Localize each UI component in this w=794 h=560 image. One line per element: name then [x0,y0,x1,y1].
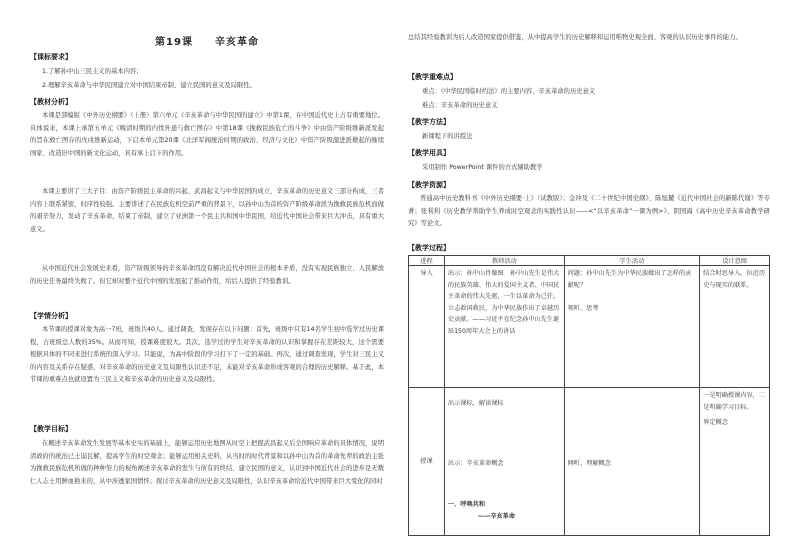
analysis-paragraph-1: 本课是部编版《中外历史纲要》（上册）第六单元《辛亥革命与中华民国的建立》中第1课，在中国近代史上占有重要地位。具体说来，本课上承第五单元《晚清时期的内忧外患与救亡图存》中第18课《挽救民族危亡的斗争》中由资产阶级维新派发起的旨在救亡图存的戊戌维新运动，下启本单元第20课《北洋军阀统治时期的政治、经济与文化》中资产阶级激进派掀起的继续国家、改造旧中国的新文化运动，具有承上启下的作用。 [30,112,384,157]
table-row [409,266,770,388]
section-heading-standards: 【课标要求】 [30,53,72,61]
design-intent-intro: 结合时思导入，拉近历史与现实的联系。 [700,266,770,388]
goals-paragraph: 在概述辛亥革命发生发展等基本史实的基础上，能够运用历史地图从时空上把握武昌起义后全国响应革命的具体情况，说明清政府的统治已土崩瓦解，提高学生的时空观念；能够运用相关史料，从当时的时代背景和以孙中山为首的革命先辈的政治主张为挽救民族危机所做的种种努力的视角阐述辛亥革命的发生与所有的终结、建立民国的意义，认识到中国近代社会的进步是无数仁人志士用鲜血换来的，从中涉透家国情怀；探讨辛亥革命的历史意义及局限性，认识辛亥革命给近代中国带来巨大变化的同时 [30,440,384,485]
design-step-concept: 界定概念 [703,419,728,426]
section-heading-goals: 【教学目标】 [30,425,72,433]
design-intent-teaching [700,388,770,536]
section-heading-process: 【教学过程】 [408,244,450,252]
analysis-paragraph-3: 从中国近代社会发展史来看，资产阶级领导的辛亥革命因没有解决近代中国社会的根本矛盾，没有实现民族独立、人民解放的历史任务最终失败了。但它却对整个近代中国的发展起了推动作用，给后人提供了经验教训。 [30,265,384,285]
analysis-paragraph-2: 本课主要讲了三大子目：由资产阶级民主革命的兴起、武昌起义与中华民国的成立、辛亥革命的历史意义三部分构成，三者内容上联系紧密，时序性较强。主要讲述了在民族危机空前严重的背景下，以孙中山为首的资产阶级革命派为挽救民族危机而做的艰辛努力，发动了辛亥革命，结束了帝制，建立了亚洲第一个民主共和国中华民国，给近代中国社会带来巨大冲击，具有重大意义。 [30,188,384,233]
student-activity-intro: 问题：孙中山先生为中华民族做出了怎样的贡献呢？ 领听、思考 [564,266,700,388]
stage-intro: 导入 [409,266,445,388]
section-heading-resources: 【教学资源】 [408,181,450,189]
teacher-step-standards: 出示课标，解读课标 [447,400,504,407]
section-heading-methods: 【教学方法】 [408,118,450,126]
section-heading-students: 【学情分析】 [30,312,72,320]
stage-teaching: 授课 [409,388,445,536]
process-table [408,255,770,536]
student-step-concept: 倾听、理解概念 [567,460,611,467]
header-teacher: 教师活动 [444,256,564,266]
method-text: 新课程下的讲授法 [422,133,473,140]
tools-text: 采用制作 PowerPoint 课件的方式辅助教学 [422,164,543,171]
section-heading-key-points: 【教学重难点】 [408,73,457,81]
student-activity-teaching [564,388,700,536]
page-title: 第19课 辛亥革命 [155,37,259,48]
section-heading-analysis: 【教材分析】 [30,98,72,106]
teacher-step-subheading: ——辛亥革命 [477,512,516,520]
table-row [409,388,770,536]
design-step-goals: 一是明确授课内容，二是明确学习目标。 [703,392,766,411]
header-stage: 进程 [409,256,445,266]
header-design: 设计意图 [700,256,770,266]
header-student: 学生活动 [564,256,700,266]
goals-continued: 总结其经验教训为后人改造国家提供借鉴，从中提高学生的历史解释和运用唯物史观全面、客观的认识历史事件的能力。 [408,34,742,41]
resources-paragraph: 普通高中历史教科书《中外历史纲要·上》（试教版）；金冲及《二十世纪中国史纲》、陈旭麓《近代中国社会的新陈代谢》等专著；张利利《历史教学帮助学生养成时空观念的实践性认识——<“以辛亥革命”一课为例>》、阴国海《高中历史辛亥革命教学研究》等论文。 [408,195,770,228]
students-paragraph: 本节课的授课对象为高一7班，班级共40人。通过调查，发现存在以下问题：首先，班级中只有14名学生初中选学过历史课程，占班级总人数的35%。从而可知，授课难度很大。其次，选学过的学生对辛亥革命的认识和掌握存在差距较大，这个需要根据具体的不同来进行系统的深入学习。只能说，为高中阶段的学习打下了一定的基础。再次，通过调查发现，学生对三民主义的内容及关系存在疑惑，对辛亥革命的历史意义及局限性认识还不足，未能对辛亥革命形成客观的合理的历史解释。基于此，本节课的重难点也就设置为三民主义和辛亥革命的历史意义及局限性。 [30,326,384,384]
difficult-point: 难点：辛亥革命的历史意义 [422,102,498,109]
teacher-activity-teaching [444,388,564,536]
requirement-2: 2.理解辛亥革命与中华民国建立对中国结束帝制、建立民国的意义及局限性。 [42,82,256,89]
teacher-step-concept: 出示：辛亥革命概念 [447,459,504,467]
teacher-activity-intro: 出示：孙中山肖像图 孙中山先生是伟大的民族英雄、伟大的爱国主义者、中国民主革命的伟大先驱，一生以革命为己任，立志救国救民，为中华民族作出了卓越历史贡献。——习近平在纪念孙中山先生诞辰150周年大会上的讲话 [444,266,564,388]
section-heading-tools: 【教学用具】 [408,149,450,157]
requirement-1: 1.了解孙中山三民主义的基本内容； [42,68,143,75]
table-header-row [409,256,770,266]
teacher-step-heading: 一、呼唤共和 [447,501,486,508]
key-point: 重点：《中华民国临时约法》的主要内容、辛亥革命的历史意义 [422,88,596,95]
